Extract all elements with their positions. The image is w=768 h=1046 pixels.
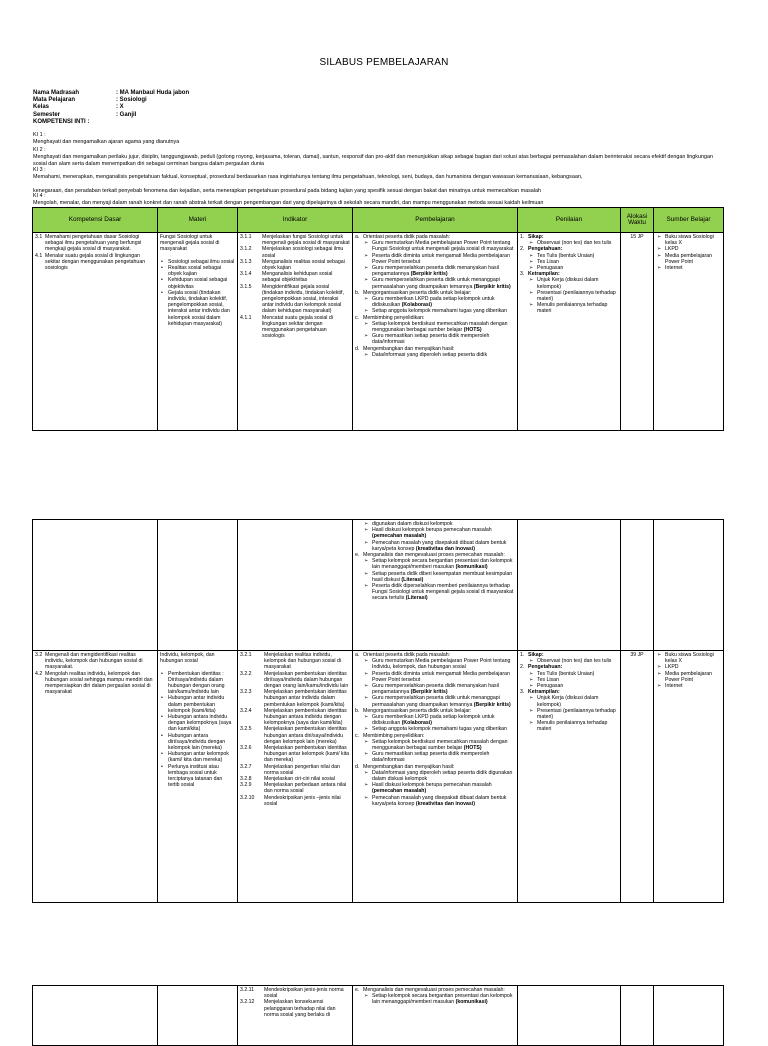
item-number: 3.1.5 — [240, 283, 252, 290]
item-text: Menjelaskan realitas individu, kelompok dan hubungan sosial di masyarakat — [264, 652, 342, 671]
pembelajaran-cell — [353, 233, 518, 431]
list-item: ➢ LKPD — [665, 664, 721, 670]
materi-cell — [158, 651, 238, 903]
identity-value: : MA Manbaul Huda jabon — [116, 90, 190, 96]
list-item: ➢ Setiap kelompok secara bergantian presentasi dan kelompok lain menanggapi/memberi masukan (komunikasi) — [372, 558, 515, 570]
list-item: • Realitas sosial sebagai obyek kajian — [168, 265, 235, 277]
item-text: Menganalisis kehidupan sosial sebagai objektivitas — [262, 271, 333, 284]
list-item: ➢ Buku siswa Sosiologi kelas X — [665, 234, 721, 246]
step-letter: 2. — [520, 246, 525, 253]
materi-cell — [158, 233, 238, 431]
step-item — [355, 764, 515, 807]
item-text: Mengenali dan mengidentifikasi realitas individu, kelompok dan hubungan sosial di masyarakat. — [45, 652, 143, 671]
list-item: ➢ Tes Tulis (bentuk Uraian) — [537, 671, 618, 677]
kd-cell — [33, 651, 158, 903]
alokasi-cell: 39 JP — [621, 651, 654, 903]
step-body — [528, 246, 618, 271]
materi-list — [160, 259, 235, 327]
step-letter: c. — [355, 732, 360, 739]
item-text: Menalar suatu gejala sosial di lingkungan sekitar dengan menggunakan pengetahuan sosiologis — [45, 252, 146, 272]
list-item: ➢ Guru memberikan LKPD pada setiap kelompok untuk didiskusikan (Kolaborasi) — [372, 714, 515, 726]
materi-intro: Fungsi Sosiologi untuk mengenali gejala sosial di masyarakat — [160, 234, 220, 253]
materi-intro: Individu, kelompok, dan hubungan sosial — [160, 652, 215, 665]
identity-label: Kelas — [33, 104, 50, 111]
arrow-list — [363, 321, 515, 346]
item-number: 3.1.1 — [240, 234, 252, 240]
identity-row — [33, 97, 189, 104]
numbered-item — [240, 671, 350, 690]
header-kompetensi-dasar: Kompetensi Dasar — [33, 208, 158, 233]
arrow-list — [363, 739, 515, 764]
list-item: ➢ Hasil diskusi kelompok berupa pemecahan masalah (pemecahan masalah) — [372, 527, 515, 539]
step-body — [363, 290, 515, 315]
step-item — [355, 708, 515, 733]
ki-text: Memahami, menerapkan, menganalisis pengetahuan faktual, konseptual, prosedural berdasarkan rasa ingintahunya tentang ilmu pengetahuan, teknologi, seni, budaya, dan humaniora dengan wawasan kemanusiaan, kebangsaan, — [33, 174, 583, 180]
ki-text: Menghayati dan mengamalkan ajaran agama yang dianutnya — [33, 139, 180, 145]
item-number: 3.2 — [35, 652, 43, 658]
table-row — [33, 520, 724, 651]
arrow-list — [363, 770, 515, 807]
step-title: Mengorganisasikan peserta didik untuk belajar: — [363, 707, 472, 714]
ki-number: KI 2 : — [33, 147, 46, 153]
item-text: Menjelaskan sosiologi sebagai ilmu sosial — [262, 246, 344, 259]
item-number: 4.1.1 — [240, 314, 252, 321]
list-item: • Hubungan antar individu dalam pembentukan kelompok (kami/kita) — [168, 695, 235, 714]
step-letter: b. — [355, 289, 360, 296]
step-letter: 3. — [520, 271, 525, 278]
item-number: 3.1.3 — [240, 258, 252, 265]
step-title: Ketrampilan: — [528, 689, 560, 696]
list-item: ➢ LKPD — [665, 246, 721, 252]
header-row — [33, 208, 724, 233]
pembelajaran-cell — [353, 651, 518, 903]
step-body — [363, 234, 515, 290]
indikator-cell — [238, 986, 353, 1046]
numbered-item — [35, 671, 155, 696]
numbered-item — [240, 259, 350, 271]
penilaian-cell — [518, 233, 621, 431]
continued-items — [355, 521, 515, 552]
item-text: Menjelaskan fungsi Sosiologi untuk mengenali gejala sosial di masyarakat — [262, 234, 350, 247]
list-item: ➢ Pemecahan masalah yang disepakati dibuat dalam bentuk karya/peta konsep (kreativitas dan inovasi) — [372, 540, 515, 552]
numbered-item — [240, 999, 350, 1018]
list-item: • Hubungan antara individu dengan kelompoknya (saya dan kami/kita) — [168, 714, 235, 733]
step-title: Membimbing penyelidikan: — [363, 732, 425, 739]
item-number: 3.1 — [35, 234, 43, 240]
step-title: Mengembangkan dan menyajikan hasil: — [363, 345, 455, 352]
list-item: ➢ Buku siswa Sosiologi kelas X — [665, 652, 721, 664]
pembelajaran-cell — [353, 520, 518, 651]
step-body — [363, 764, 515, 807]
step-item — [520, 689, 618, 732]
identity-label: Mata Pelajaran — [33, 97, 76, 104]
numbered-item — [240, 284, 350, 315]
step-letter: c. — [355, 314, 360, 321]
header-pembelajaran: Pembelajaran — [353, 208, 518, 233]
item-number: 3.1.4 — [240, 271, 252, 278]
step-letter: a. — [355, 652, 360, 658]
list-item: ➢ Menulis penilaiannya terhadap materi — [537, 720, 618, 732]
item-number: 4.2 — [35, 670, 43, 677]
ki-item — [33, 147, 733, 168]
table-row — [33, 651, 724, 903]
list-item: ➢ digunakan dalam diskusi kelompok — [372, 521, 515, 527]
ki-text: Menghayati dan mengamalkan perilaku jujur, disiplin, tanggungjawab, peduli (gotong royong, kerjasama, toleran, damai), santun, responsif dan pro-aktif dan menunjukkan sikap sebagai bagian dari solusi atas berbagai permasalahan dalam berinteraksi secara efektif dengan lingkungan sosial dan alam serta dalam menempatkan diri sebagai cerminan bangsa dalam pergaulan dunia — [33, 154, 713, 167]
item-text: Mendeskripsikan jenis –jenis nilai sosial — [264, 794, 341, 807]
ki-item — [33, 132, 733, 146]
step-title: Orientasi peserta didik pada masalah: — [363, 652, 451, 658]
list-item: ➢ Guru memastikan setiap peserta didik memperoleh data/informasi — [372, 333, 515, 345]
step-letter: 1. — [520, 652, 525, 658]
step-item — [355, 987, 515, 1006]
list-item: ➢ Guru memastikan setiap peserta didik memperoleh data/informasi — [372, 751, 515, 763]
step-letter: d. — [355, 763, 360, 770]
list-item: ➢ Data/informasi yang diperoleh setiap peserta didik — [372, 352, 515, 358]
item-text: Menjelaskan pembentukan identitas diri/saya/individu dalam hubungan dengan orang lain/kamu/individu lain — [264, 670, 349, 690]
numbered-item — [240, 315, 350, 340]
table-row — [33, 986, 724, 1046]
step-letter: e. — [355, 552, 360, 559]
list-item: ➢ Pemecahan masalah yang disepakati dibuat dalam bentuk karya/peta konsep (kreativitas dan inovasi) — [372, 795, 515, 807]
step-title: Sikap: — [528, 652, 544, 658]
syllabus-table-2 — [32, 519, 724, 903]
numbered-item — [240, 708, 350, 727]
step-body — [528, 664, 618, 689]
step-body — [363, 552, 515, 602]
item-number: 4.1 — [35, 252, 43, 259]
numbered-item — [240, 782, 350, 794]
step-item — [520, 234, 618, 246]
penilaian-cell — [518, 651, 621, 903]
item-number: 3.2.11 — [240, 987, 255, 993]
numbered-item — [240, 246, 350, 258]
step-item — [355, 733, 515, 764]
list-item: ➢ Data/informasi yang diperoleh setiap peserta didik digunakan dalam diskusi kelompok — [372, 770, 515, 782]
list-item: ➢ Tes Lisan — [537, 677, 618, 683]
list-item: ➢ Tes Lisan — [537, 259, 618, 265]
item-text: Menganalisis realitas sosial sebagai obyek kajian — [262, 258, 345, 272]
list-item: ➢ Peserta didik diperselahkan memberi penilaiannya terhadap Fungsi Sosiologi untuk mengenali gejala sosial di masyarakat secara tertulis (Literasi) — [372, 583, 515, 602]
arrow-list — [363, 714, 515, 733]
identity-row — [33, 104, 189, 111]
ki-item — [33, 193, 733, 207]
identity-row — [33, 90, 189, 97]
arrow-list — [363, 296, 515, 315]
step-title: Menganalisis dan mengevaluasi proses pemecahan masalah: — [363, 987, 505, 993]
sumber-cell — [654, 233, 724, 431]
list-item: ➢ Guru memberikan LKPD pada setiap kelompok untuk didiskusikan (Kolaborasi) — [372, 296, 515, 308]
step-item — [520, 271, 618, 314]
list-item: • Gejala sosial (tindakan individu, tindakan kolektif, pengelompokkan sosial, interaksi antar individu dan kelompok sosial dalam kehidupan masyarakat) — [168, 290, 235, 327]
table-row — [33, 233, 724, 431]
numbered-item — [240, 271, 350, 283]
arrow-list — [528, 240, 618, 246]
header-alokasi-waktu: Alokasi Waktu — [621, 208, 654, 233]
step-title: Membimbing penyelidikan: — [363, 314, 425, 321]
materi-list — [160, 671, 235, 789]
step-body — [363, 987, 515, 1006]
step-body — [363, 315, 515, 346]
item-number: 3.2.12 — [240, 999, 255, 1006]
arrow-list — [656, 234, 721, 271]
list-item: ➢ Internet — [665, 683, 721, 689]
item-number: 3.2.3 — [240, 689, 252, 696]
list-item: ➢ Guru memutarkan Media pembelajaran Power Point tentang Fungsi Sosiologi untuk mengenali gejala sosial di masyarakat — [372, 240, 515, 252]
list-item: ➢ Internet — [665, 265, 721, 271]
item-number: 3.2.4 — [240, 707, 252, 714]
list-item: ➢ Penugasan — [537, 265, 618, 271]
numbered-item — [240, 987, 350, 999]
alokasi-cell: 15 JP — [621, 233, 654, 431]
indikator-cell — [238, 233, 353, 431]
step-item — [355, 652, 515, 708]
step-title: Mengembangkan dan menyajikan hasil: — [363, 763, 455, 770]
step-item — [355, 315, 515, 346]
step-title: Mengorganisasikan peserta didik untuk belajar: — [363, 289, 472, 296]
step-body — [363, 652, 515, 708]
identity-label: Semester — [33, 111, 61, 118]
syllabus-table-3 — [32, 985, 724, 1046]
numbered-item — [35, 234, 155, 253]
arrow-list — [528, 253, 618, 272]
step-title: Pengetahuan: — [528, 246, 563, 253]
step-title: Sikap: — [528, 234, 544, 240]
step-item — [355, 552, 515, 602]
step-item — [355, 346, 515, 358]
header-penilaian: Penilaian — [518, 208, 621, 233]
list-item: ➢ Setiap kelompok secara bergantian presentasi dan kelompok lain menanggapi/memberi masukan (komunikasi) — [372, 993, 515, 1005]
ki-item — [33, 167, 733, 181]
list-item: ➢ Guru memperselahkan peserta didik menanyakan hasil pengamatannya (Berpikir kritis) — [372, 683, 515, 695]
arrow-list — [363, 558, 515, 601]
step-letter: e. — [355, 987, 360, 993]
step-item — [520, 664, 618, 689]
step-body — [528, 271, 618, 314]
list-item: ➢ Guru memperselahkan peserta didik untuk menanggapi permasalahan yang disampaikan temannya (Berpikir kritis) — [372, 695, 515, 707]
list-item: • Sosiologi sebagai ilmu sosial — [168, 259, 235, 265]
list-item: ➢ Unjuk Kerja (diskusi dalam kelompok) — [537, 695, 618, 707]
list-item: ➢ Menulis penilaiannya terhadap materi — [537, 302, 618, 314]
list-item: • Pembentukan identitas : Diri/saya/individu dalam hubungan dengan orang lain/kamu/individu lain — [168, 671, 235, 696]
pembelajaran-cell — [353, 986, 518, 1046]
identity-value: : X — [116, 104, 124, 111]
arrow-list — [363, 521, 515, 552]
arrow-list — [528, 695, 618, 732]
list-item: ➢ Setiap anggota kelompok memahami tugas yang diberikan — [372, 726, 515, 732]
list-item: • Hubungan antara diri/saya/individu dengan kelompok lain (mereka) — [168, 733, 235, 752]
header-materi: Materi — [158, 208, 238, 233]
step-item — [520, 652, 618, 664]
list-item: ➢ Penugasan — [537, 683, 618, 689]
list-item: ➢ Setiap kelompok berdiskusi memecahkan masalah dengan menggunakan berbagai sumber belajar (HOTS) — [372, 321, 515, 333]
step-body — [528, 234, 618, 246]
identity-block — [33, 90, 189, 126]
sumber-cell — [654, 651, 724, 903]
arrow-list — [363, 658, 515, 708]
ki-number: KI 3 : — [33, 167, 46, 173]
arrow-list — [528, 277, 618, 314]
arrow-list — [528, 658, 618, 664]
step-title: Menganalisis dan mengevaluasi proses pemecahan masalah: — [363, 552, 505, 559]
arrow-list — [363, 240, 515, 290]
list-item: ➢ Setiap kelompok berdiskusi memecahkan masalah dengan menggunakan berbagai sumber belajar (HOTS) — [372, 739, 515, 751]
numbered-item — [240, 234, 350, 246]
numbered-item — [240, 795, 350, 807]
item-number: 3.2.7 — [240, 763, 252, 770]
list-item: ➢ Setiap anggota kelompok memahami tugas yang diberikan — [372, 308, 515, 314]
item-number: 3.2.10 — [240, 794, 255, 801]
arrow-list — [528, 671, 618, 690]
step-body — [363, 708, 515, 733]
ki-text: Mengolah, menalar, dan menyaji dalam ranah konkret dan ranah abstrak terkait dengan pengembangan dari yang dipelajarinya di sekolah secara mandiri, dan mampu menggunakan metoda sesuai kaidah keilmuan — [33, 200, 544, 206]
step-body — [363, 733, 515, 764]
list-item: ➢ Guru memperselahkan peserta didik menanyakan hasil pengamatannya (Berpikir kritis) — [372, 265, 515, 277]
step-title: Pengetahuan: — [528, 664, 563, 671]
list-item: ➢ Guru memutarkan Media pembelajaran Power Point tentang Individu, kelompok, dan hubungan sosial — [372, 658, 515, 670]
identity-value: : Ganjil — [116, 111, 137, 118]
list-item: ➢ Setiap peserta didik diberi kesempatan membuat kesimpulan hasil diskusi (Literasi) — [372, 571, 515, 583]
ki-number: KI 4 : — [33, 193, 46, 199]
item-number: 3.2.8 — [240, 776, 252, 783]
item-number: 3.2.2 — [240, 670, 252, 677]
item-text: Menjelaskan ciri-ciri nilai sosial — [264, 776, 335, 783]
list-item: ➢ Guru memperselahkan peserta didik untuk menanggapi permasalahan yang disampaikan temannya (Berpikir kritis) — [372, 277, 515, 289]
numbered-item — [35, 253, 155, 272]
list-item: • Kehidupan sosial sebagai objektivitas — [168, 277, 235, 289]
step-title: Orientasi peserta didik pada masalah: — [363, 234, 451, 240]
item-number: 3.2.6 — [240, 745, 252, 752]
list-item: ➢ Unjuk Kerja (diskusi dalam kelompok) — [537, 277, 618, 289]
list-item: ➢ Observasi (non tes) dan tes tulis — [537, 658, 618, 664]
identity-row — [33, 119, 189, 126]
numbered-item — [240, 745, 350, 764]
numbered-item — [240, 652, 350, 671]
item-text: Menjelaskan pembentukan identitas hubungan antar individu dalam pembentukan kelompok (kami/kita) — [264, 689, 347, 708]
numbered-item — [240, 689, 350, 708]
identity-value: : Sosiologi — [116, 97, 147, 104]
list-item: ➢ Tes Tulis (bentuk Uraian) — [537, 253, 618, 259]
step-letter: a. — [355, 234, 360, 240]
syllabus-table-1 — [32, 207, 724, 431]
numbered-item — [35, 652, 155, 671]
step-letter: d. — [355, 345, 360, 352]
arrow-list — [363, 993, 515, 1005]
list-item: ➢ Media pembelajaran Power Point — [665, 671, 721, 683]
ki-number: KI 1 : — [33, 132, 46, 138]
indikator-cell — [238, 651, 353, 903]
arrow-list — [363, 352, 515, 358]
identity-label: KOMPETENSI INTI : — [33, 118, 90, 125]
list-item: ➢ Presentasi (penilaiannya terhadap materi) — [537, 708, 618, 720]
item-text: Mengidentifikasi gejala sosial (tindakan individu, tindakan kolektif, pengelompokkan sosial, interaksi antar individu dan kelompok sosial dalam kehidupan masyarakat) — [262, 283, 344, 315]
step-letter: 2. — [520, 664, 525, 671]
list-item: • Hubungan antar kelompok (kami/ kita dan mereka) — [168, 751, 235, 763]
item-text: Menjelaskan pembentukan identitas hubungan antar kelompok (kami/ kita dan mereka) — [264, 745, 350, 764]
document-title: SILABUS PEMBELAJARAN — [319, 57, 449, 68]
item-number: 3.2.1 — [240, 652, 252, 658]
step-item — [355, 290, 515, 315]
step-letter: 3. — [520, 689, 525, 696]
header-indikator: Indikator — [238, 208, 353, 233]
step-body — [528, 689, 618, 732]
item-text: Menjelaskan konsekuensi pelanggaran terhadap nilai dan norma sosial yang berlaku di — [264, 999, 336, 1018]
item-number: 3.1.2 — [240, 246, 252, 253]
item-text: Memahami pengetahuan dasar Sosiologi sebagai ilmu pengetahuan yang berfungsi mengkaji gejala sosial di masyarakat. — [45, 234, 142, 253]
list-item: ➢ Hasil diskusi kelompok berupa pemecahan masalah (pemecahan masalah) — [372, 782, 515, 794]
step-item — [520, 246, 618, 271]
step-title: Ketrampilan: — [528, 271, 560, 278]
kd-cell — [33, 233, 158, 431]
numbered-item — [240, 764, 350, 776]
header-sumber-belajar: Sumber Belajar — [654, 208, 724, 233]
item-number: 3.2.9 — [240, 782, 252, 789]
list-item: ➢ Peserta didik diminta untuk mengamati Media pembelajaran Power Point tersebut — [372, 671, 515, 683]
item-text: Mendeskripsikan jenis-jenis norma sosial — [264, 987, 344, 1000]
list-item: • Perlunya institusi atau lembaga sosial untuk terciptanya tatanan dan tertib sosial — [168, 764, 235, 789]
item-text: Menjelaskan pembentukan identitas hubungan antara individu dengan kelompoknya (saya dan kami/kita) — [264, 707, 347, 727]
item-text: Menjelaskan pembentukan identitas hubungan antara diri/saya/individu dengan kelompok lain (mereka) — [264, 726, 347, 745]
step-body — [528, 652, 618, 664]
ki-text: kenegaraan, dan peradaban terkait penyebab fenomena dan kejadian, serta menerapkan pengetahuan prosedural pada bidang kajian yang spesifik sesuai dengan bakat dan minatnya untuk memecahkan masalah — [33, 188, 541, 194]
item-number: 3.2.5 — [240, 726, 252, 733]
identity-row — [33, 112, 189, 119]
list-item: ➢ Observasi (non tes) dan tes tulis — [537, 240, 618, 246]
arrow-list — [656, 652, 721, 689]
item-text: Mengolah realitas individu, kelompok dan hubungan sosial sehingga mampu mendiri dan mempersiapkan diri dalam pergaulan sosial di masyarakat — [45, 670, 153, 696]
item-text: Menjelaskan perbedaan antara nilai dan norma sosial — [264, 782, 347, 795]
numbered-item — [240, 726, 350, 745]
list-item: ➢ Presentasi (penilaiannya terhadap materi) — [537, 290, 618, 302]
list-item: ➢ Media pembelajaran Power Point — [665, 253, 721, 265]
identity-label: Nama Madrasah — [33, 90, 80, 96]
item-text: Menjelaskan pengertian nilai dan norma sosial — [264, 763, 340, 776]
list-item: ➢ Peserta didik diminta untuk mengamati Media pembelajaran Power Point tersebut — [372, 253, 515, 265]
step-letter: b. — [355, 707, 360, 714]
step-letter: 1. — [520, 234, 525, 240]
step-body — [363, 346, 515, 358]
item-text: Mencatat suatu gejala sosial di lingkungan sekitar dengan menggunakan pengetahuan sosiologis — [262, 314, 333, 340]
step-item — [355, 234, 515, 290]
